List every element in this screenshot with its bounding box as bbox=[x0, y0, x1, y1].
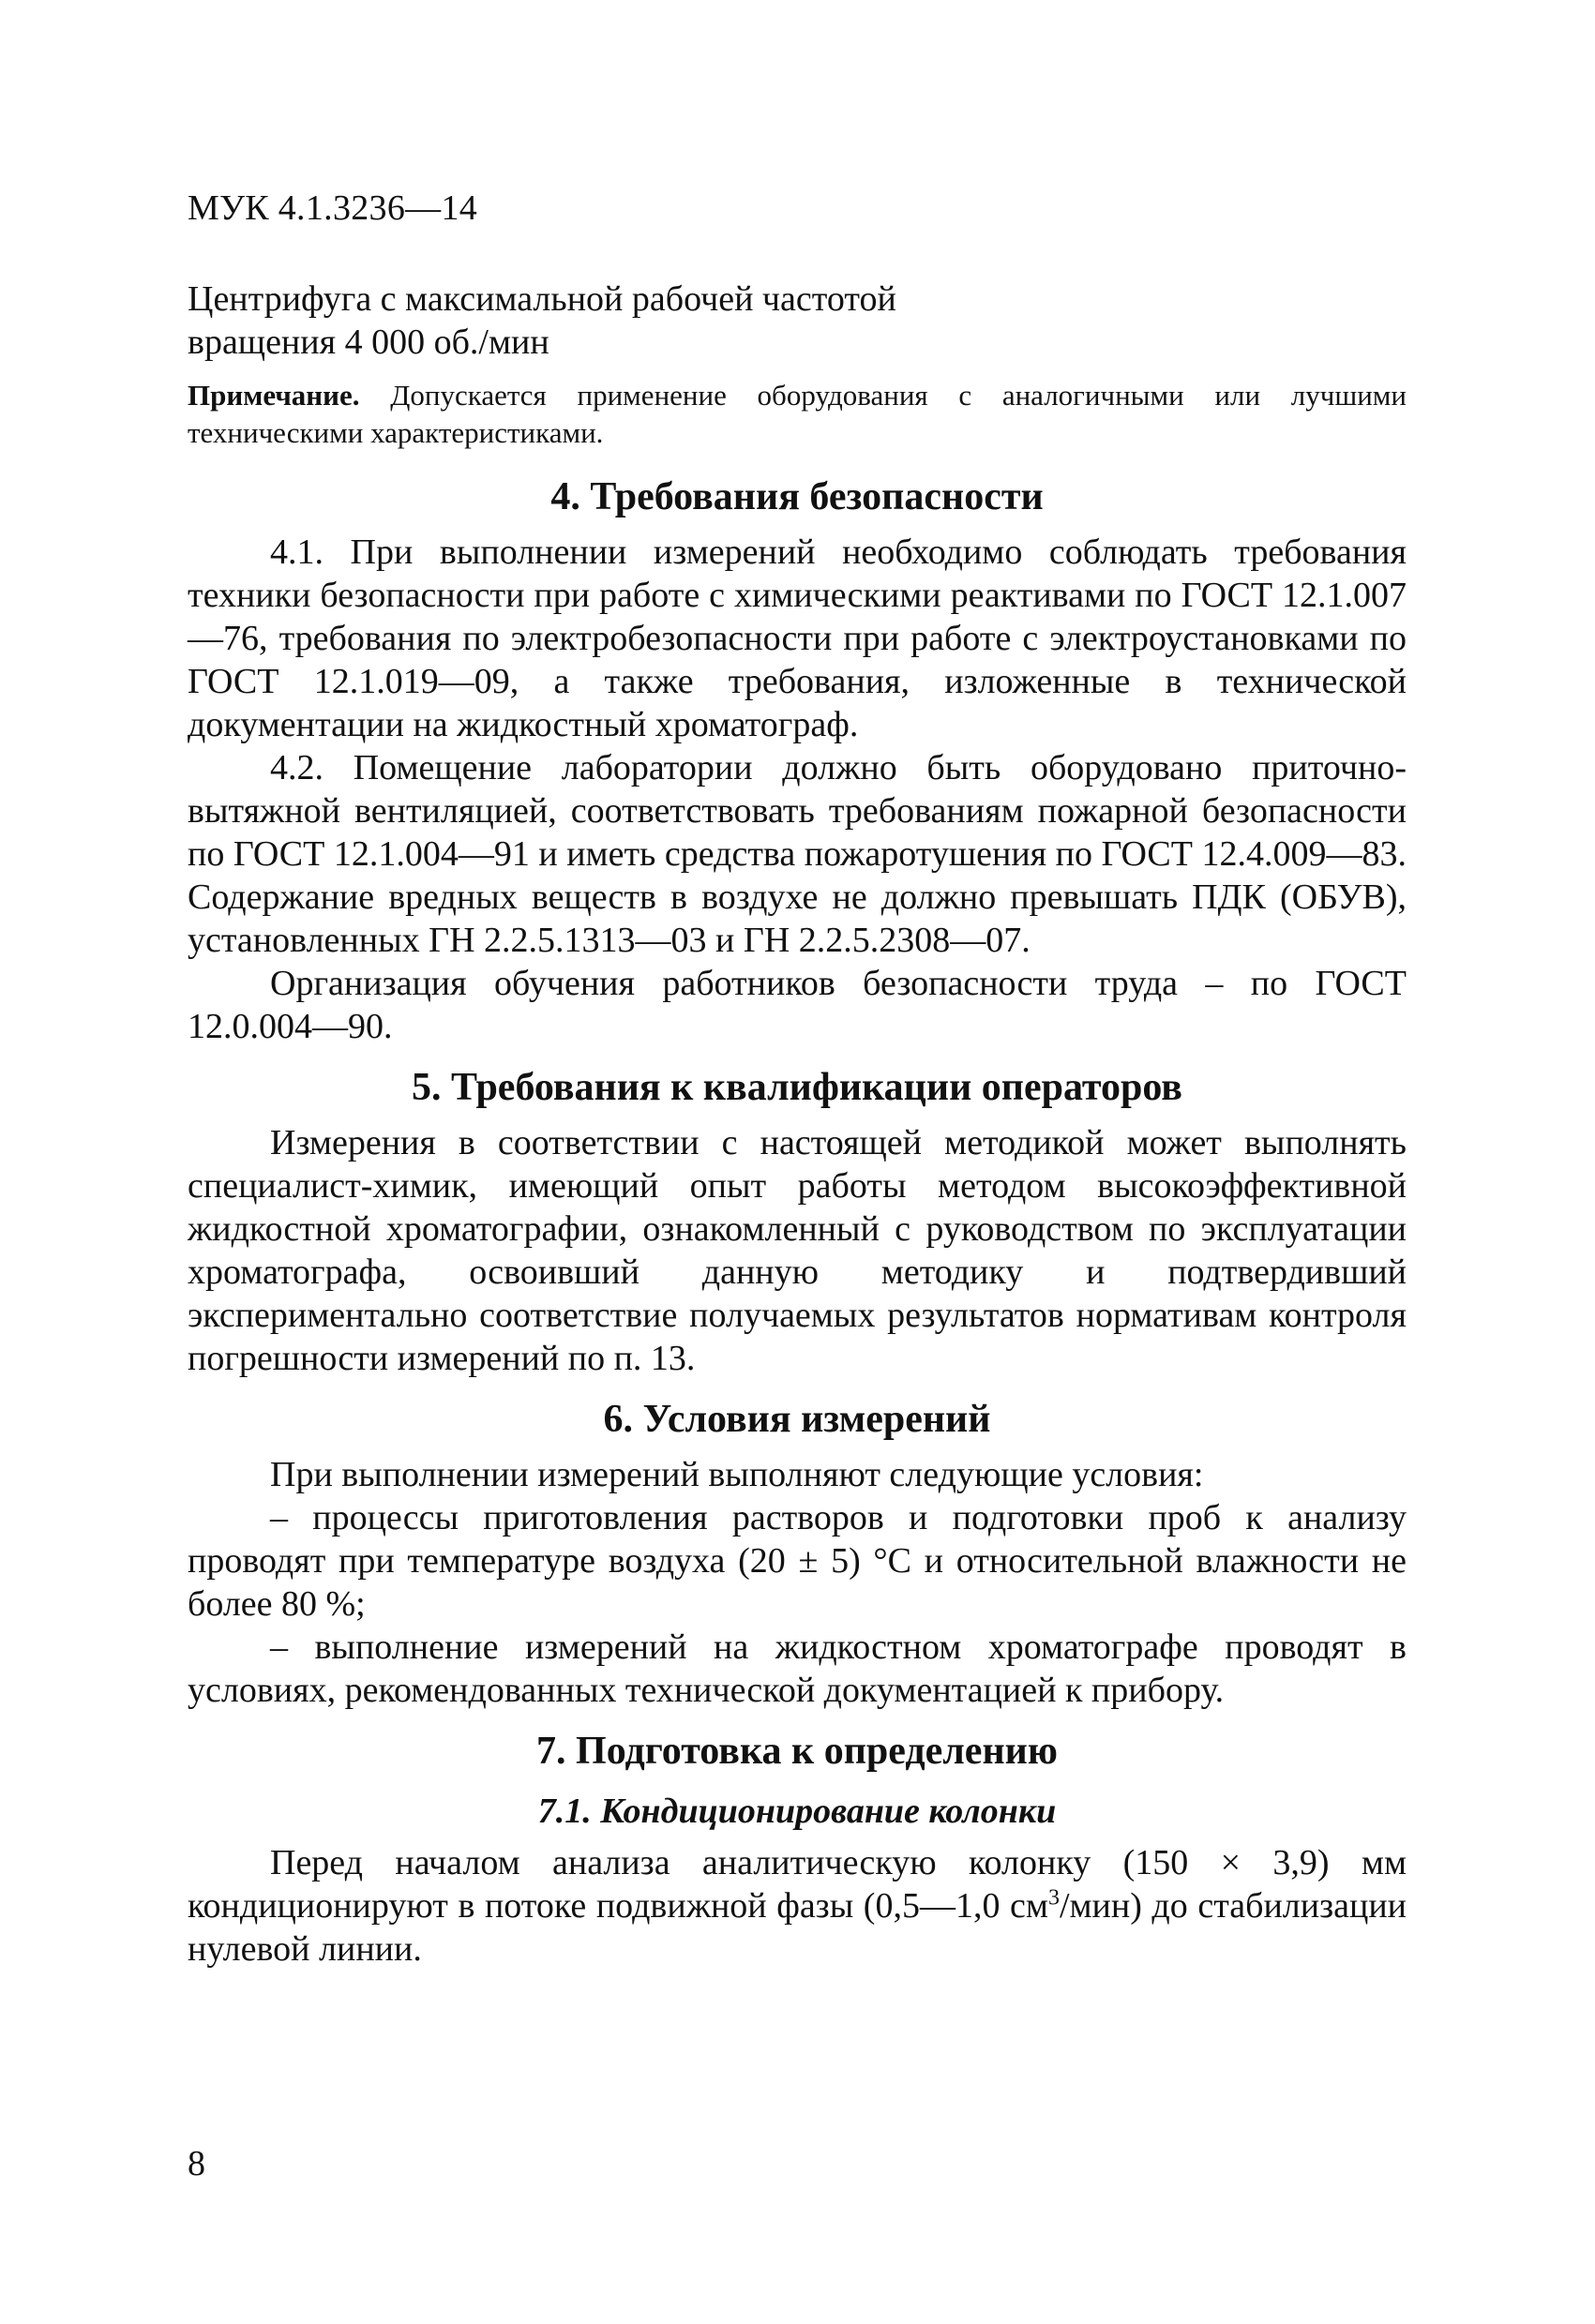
unit-exponent: 3 bbox=[1047, 1885, 1060, 1911]
subsection-7-1-paragraph-1 bbox=[188, 1841, 1407, 1971]
section-6-title: 6. Условия измерений bbox=[603, 1398, 991, 1441]
section-5-title: 5. Требования к квалификации операторов bbox=[412, 1066, 1182, 1109]
note-label: Примечание. bbox=[188, 379, 360, 412]
document-page bbox=[188, 187, 1407, 2203]
section-4-paragraph-1: 4.1. При выполнении измерений необходимо соблюдать требования техники безопасности при работе с химическими реактивами по ГОСТ 12.1.007—76, требования по электробезопасности при работе с электроустановками по ГОСТ 12.1.019—09, а также требования, изложенные в технической документации на жидкостный хроматограф. bbox=[188, 532, 1407, 744]
paragraph-text-start: Перед началом анализа аналитическую колонку (150 × 3,9) мм кондиционируют в потоке подвижной фазы (0,5—1,0 см bbox=[188, 1843, 1407, 1926]
section-4-title: 4. Требования безопасности bbox=[550, 475, 1044, 518]
document-code: МУК 4.1.3236—14 bbox=[188, 188, 478, 228]
equipment-item-centrifuge: Центрифуга с максимальной рабочей частотой вращения 4 000 об./мин bbox=[188, 279, 896, 362]
note-text: Допускается применение оборудования с аналогичными или лучшими техническими характеристиками. bbox=[188, 379, 1407, 449]
section-6-paragraph-1: При выполнении измерений выполняют следующие условия: bbox=[270, 1455, 1204, 1494]
section-6-paragraph-3: – выполнение измерений на жидкостном хроматографе проводят в условиях, рекомендованных технической документацией к прибору. bbox=[188, 1627, 1407, 1710]
section-4-paragraph-2: 4.2. Помещение лаборатории должно быть оборудовано приточно-вытяжной вентиляцией, соответствовать требованиям пожарной безопасности по ГОСТ 12.1.004—91 и иметь средства пожаротушения по ГОСТ 12.4.009—83. Содержание вредных веществ в воздухе не должно превышать ПДК (ОБУВ), установленных ГН 2.2.5.1313—03 и ГН 2.2.5.2308—07. bbox=[188, 748, 1407, 960]
section-6-paragraph-2: – процессы приготовления растворов и подготовки проб к анализу проводят при температуре воздуха (20 ± 5) °С и относительной влажности не более 80 %; bbox=[188, 1498, 1407, 1624]
paragraph-text-end: /мин) до стабилизации нулевой линии. bbox=[188, 1886, 1407, 1969]
section-7-title: 7. Подготовка к определению bbox=[536, 1730, 1058, 1773]
section-4-paragraph-3: Организация обучения работников безопасности труда – по ГОСТ 12.0.004—90. bbox=[188, 964, 1407, 1046]
page-number: 8 bbox=[188, 2144, 205, 2183]
subsection-7-1-title: 7.1. Кондиционирование колонки bbox=[537, 1792, 1057, 1831]
equipment-note bbox=[188, 377, 1407, 452]
section-5-paragraph-1: Измерения в соответствии с настоящей методикой может выполнять специалист-химик, имеющий опыт работы методом высокоэффективной жидкостной хроматографии, ознакомленный с руководством по эксплуатации хроматографа, освоивший данную методику и подтвердивший экспериментально соответствие получаемых результатов нормативам контроля погрешности измерений по п. 13. bbox=[188, 1123, 1407, 1378]
